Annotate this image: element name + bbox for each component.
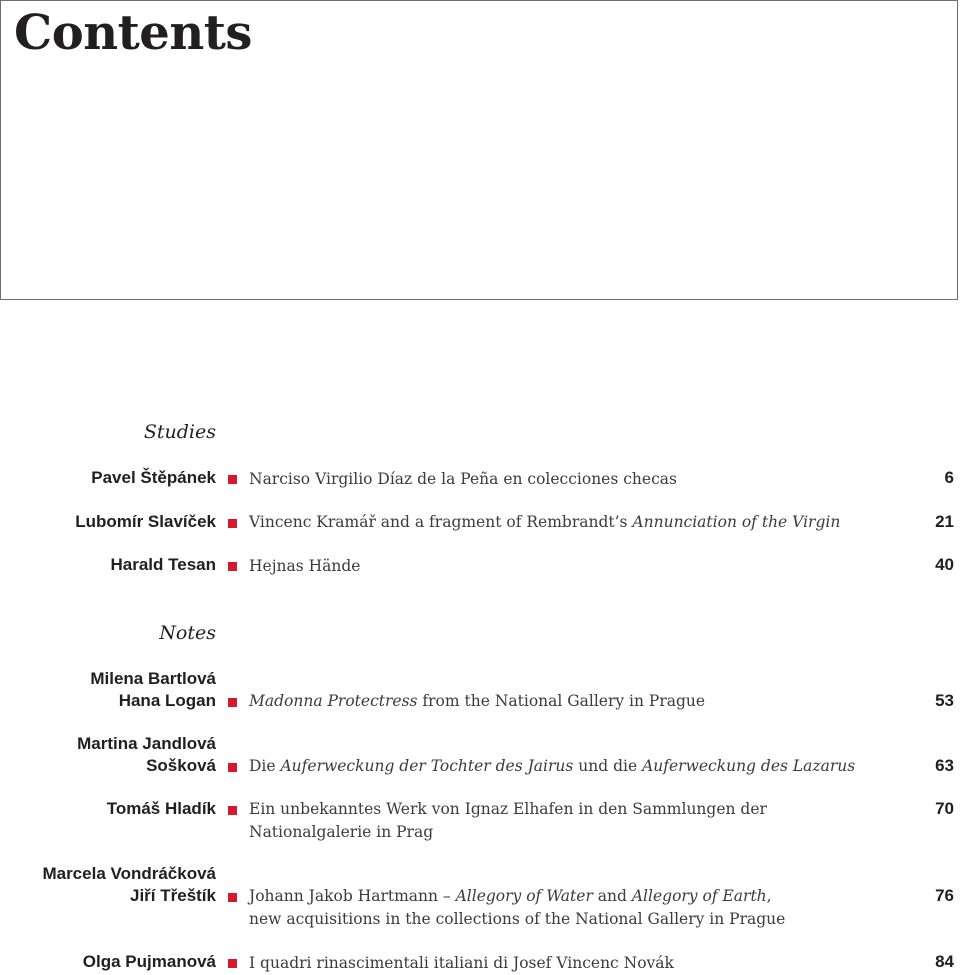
entry-title-part: Johann Jakob Hartmann – (249, 887, 456, 905)
entry-author: Sošková (146, 756, 216, 775)
entry-author: Milena Bartlová (90, 669, 216, 688)
entry-author: Lubomír Slavíček (75, 512, 216, 531)
entry-title-line-2[interactable]: Nationalgalerie in Prag (249, 823, 434, 841)
entry-page-number[interactable]: 76 (935, 886, 954, 905)
entry-title-italic: Auferweckung der Tochter des Jairus (280, 757, 574, 775)
page-title: Contents (14, 5, 252, 61)
entry-title[interactable] (249, 510, 919, 534)
bullet-marker (228, 562, 237, 571)
bullet-marker (228, 806, 237, 815)
title-box (0, 0, 958, 300)
entry-title-part: , (766, 887, 772, 905)
entry-author: Martina Jandlová (77, 734, 216, 753)
entry-title-part: Vincenc Kramář and a fragment of Rembrandt’s (249, 513, 633, 531)
bullet-marker (228, 519, 237, 528)
entry-page-number[interactable]: 21 (935, 512, 954, 531)
entry-author: Hana Logan (118, 691, 216, 710)
entry-title-italic: Allegory of Earth (631, 887, 767, 905)
entry-title-italic: Annunciation of the Virgin (632, 513, 841, 531)
entry-title-part: Die (249, 757, 281, 775)
entry-author: Tomáš Hladík (106, 799, 216, 818)
entry-author: Harald Tesan (110, 555, 216, 574)
entry-title[interactable]: I quadri rinascimentali italiani di Josef Vincenc Novák (249, 954, 674, 972)
entry-page-number[interactable]: 70 (935, 799, 954, 818)
entry-author: Pavel Štěpánek (91, 468, 216, 487)
entry-title-italic: Madonna Protectress (249, 692, 418, 710)
entry-author: Marcela Vondráčková (42, 864, 216, 883)
section-heading-notes: Notes (159, 622, 216, 644)
entry-title[interactable]: Narciso Virgilio Díaz de la Peña en colecciones checas (249, 470, 677, 488)
entry-page-number[interactable]: 84 (935, 952, 954, 971)
entry-author: Jiří Třeštík (130, 886, 216, 905)
entry-title[interactable]: Hejnas Hände (249, 557, 361, 575)
bullet-marker (228, 698, 237, 707)
entry-title-line-2[interactable]: new acquisitions in the collections of the National Gallery in Prague (249, 910, 786, 928)
entry-title[interactable] (249, 689, 919, 713)
entry-title-part: and (592, 887, 632, 905)
entry-page-number[interactable]: 53 (935, 691, 954, 710)
entry-page-number[interactable]: 63 (935, 756, 954, 775)
bullet-marker (228, 959, 237, 968)
entry-title-italic: Allegory of Water (455, 887, 593, 905)
entry-title[interactable] (249, 754, 919, 778)
entry-title-italic: Auferweckung des Lazarus (642, 757, 856, 775)
entry-page-number[interactable]: 40 (935, 555, 954, 574)
bullet-marker (228, 475, 237, 484)
bullet-marker (228, 893, 237, 902)
bullet-marker (228, 763, 237, 772)
section-heading-studies: Studies (143, 421, 216, 443)
entry-title-part: from the National Gallery in Prague (417, 692, 706, 710)
entry-title-line-1[interactable]: Ein unbekanntes Werk von Ignaz Elhafen in den Sammlungen der (249, 800, 767, 818)
entry-title-line-1[interactable] (249, 884, 919, 908)
entry-title-part: und die (573, 757, 643, 775)
entry-page-number[interactable]: 6 (944, 468, 954, 487)
entry-author: Olga Pujmanová (82, 952, 216, 971)
